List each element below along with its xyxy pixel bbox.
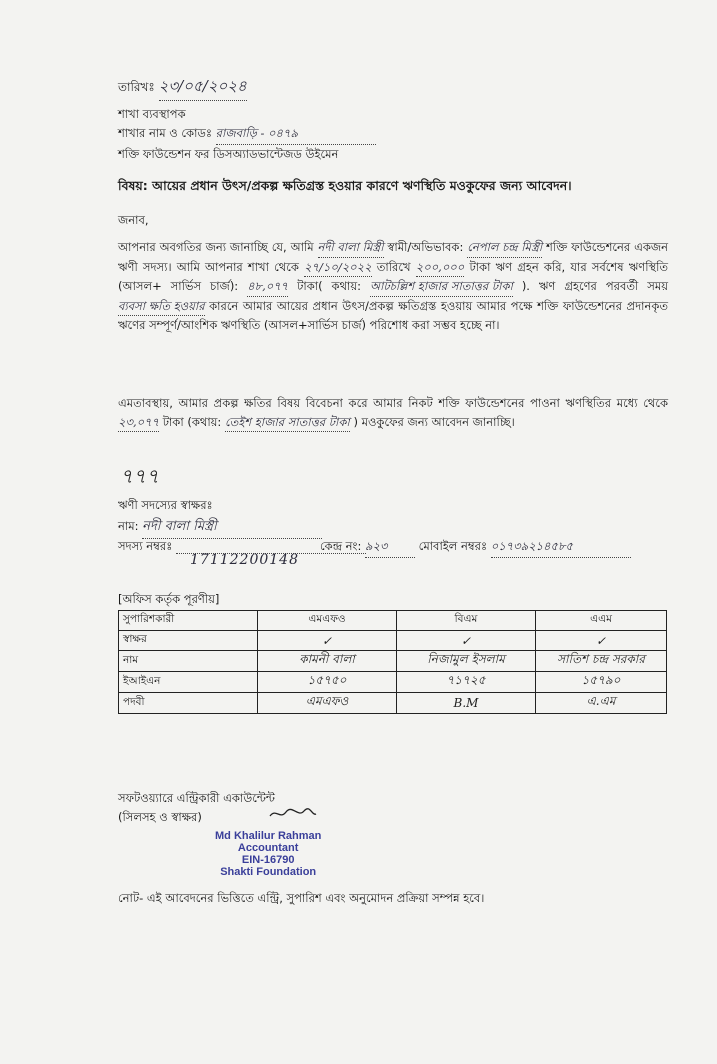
- branch-label: শাখার নাম ও কোডঃ: [118, 126, 213, 140]
- table-cell: ✓: [397, 631, 536, 651]
- body-paragraph-2: [118, 394, 668, 432]
- table-cell: এমএফও: [258, 693, 397, 714]
- member-signature-scribble: ৭৭৭: [120, 464, 160, 488]
- row-label: পদবী: [119, 693, 258, 714]
- stamp-name: Md Khalilur Rahman: [215, 830, 322, 842]
- table-cell: সাতিশ চন্দ্র সরকার: [536, 651, 667, 672]
- table-cell: ✓: [536, 631, 667, 651]
- subject-line: বিষয়: আয়ের প্রধান উৎস/প্রকল্প ক্ষতিগ্রস্ত হওয়ার কারণে ঋণস্থিতি মওকুফের জন্য আবেদন।: [118, 178, 572, 193]
- table-cell: ১৫৭৯০: [536, 672, 667, 693]
- mobile-value: ০১৭৩৯২১৪৫৮৫: [491, 538, 631, 558]
- date-line: [118, 75, 247, 101]
- loan-date-handwritten: ২৭/১০/২০২২: [304, 258, 372, 278]
- p2-text-c: ) মওকুফের জন্য আবেদন জানাচ্ছি।: [353, 414, 515, 429]
- table-cell: এ.এম: [536, 693, 667, 714]
- table-cell: ✓: [258, 631, 397, 651]
- waive-amount-handwritten: ২৩,০৭৭: [118, 413, 159, 433]
- table-cell: কামনী বালা: [258, 651, 397, 672]
- p1-text-b: স্বামী/অভিভাবক:: [387, 240, 464, 254]
- row-label: স্বাক্ষর: [119, 631, 258, 651]
- waive-words-handwritten: তেইশ হাজার সাতাত্তর টাকা: [225, 413, 350, 433]
- stamp-ein: EIN-16790: [241, 854, 295, 866]
- balance-handwritten: ৪৮,০৭৭: [247, 277, 288, 297]
- table-cell: B.M: [397, 693, 536, 714]
- table-row: [119, 631, 667, 651]
- table-row: [119, 651, 667, 672]
- table-cell: নিজামুল ইসলাম: [397, 651, 536, 672]
- table-header-row: [119, 611, 667, 631]
- entry-accountant-sub: (সিলসহ ও স্বাক্ষর): [118, 810, 202, 824]
- signature-label: ঋণী সদস্যের স্বাক্ষরঃ: [118, 498, 213, 512]
- member-name-handwritten: নদী বালা মিস্ত্রী: [318, 238, 384, 258]
- row-label: নাম: [119, 651, 258, 672]
- loan-amount-handwritten: ২০০,০০০: [416, 258, 465, 278]
- accountant-signature-icon: [268, 806, 318, 822]
- organization-name: শক্তি ফাউন্ডেশন ফর ডিসঅ্যাডভান্টেজড উইমেন: [118, 147, 339, 161]
- member-name-value: নদী বালা মিস্ত্রী: [142, 517, 322, 539]
- member-name-line: [118, 517, 322, 539]
- entry-accountant-title: সফটওয়্যারে এন্ট্রিকারী একাউন্টেন্ট: [118, 791, 275, 805]
- p1-text-f: টাকা( কথায়:: [297, 279, 362, 293]
- p1-text-e: টাকা ঋণ গ্রহন করি, যার সর্বশেষ ঋণস্থিতি (আসল+ সার্ভিস চার্জ):: [118, 259, 669, 293]
- member-no-label: সদস্য নম্বরঃ: [118, 539, 173, 553]
- office-heading: [অফিস কর্তৃক পূরণীয়]: [118, 592, 220, 606]
- branch-value: রাজবাড়ি - ০৪৭৯: [216, 125, 376, 145]
- cause-handwritten: ব্যবসা ক্ষতি হওয়ার: [118, 297, 205, 317]
- salutation: জনাব,: [118, 213, 149, 227]
- footer-note: নোট- এই আবেদনের ভিত্তিতে এন্ট্রি, সুপারিশ এবং অনুমোদন প্রক্রিয়া সম্পন্ন হবে।: [118, 891, 485, 905]
- addressee-title: শাখা ব্যবস্থাপক: [118, 107, 186, 121]
- p2-text-a: এমতাবস্থায়, আমার প্রকল্প ক্ষতির বিষয় বিবেচনা করে আমার নিকট শক্তি ফাউন্ডেশনের পাওনা ঋণস্থিতির মধ্যে থেকে: [118, 396, 668, 410]
- center-value: ৯২৩: [365, 538, 415, 558]
- center-mobile-line: [320, 538, 631, 558]
- p1-text-d: তারিখে: [376, 259, 411, 274]
- mobile-label: মোবাইল নম্বরঃ: [418, 539, 488, 553]
- body-paragraph-1: [118, 238, 668, 335]
- col-recommender: সুপারিশকারী: [119, 611, 258, 631]
- col-mfo: এমএফও: [258, 611, 397, 631]
- table-cell: ৭১৭২৫: [397, 672, 536, 693]
- p1-text-h: কারনে আমার আয়ের প্রধান উৎস/প্রকল্প ক্ষতিগ্রস্ত হওয়ায় আমার পক্ষে শক্তি ফাউন্ডেশনের প্রদানকৃত ঋণের সম্পূর্ণ/আংশিক ঋণস্থিতি (আসল+সার্ভিস চার্জ) পরিশোধ করা সম্ভব হচ্ছে না।: [118, 298, 669, 332]
- balance-words-handwritten: আটচল্লিশ হাজার সাতাত্তর টাকা: [370, 277, 513, 297]
- p1-text-a: আপনার অবগতির জন্য জানাচ্ছি যে, আমি: [118, 240, 314, 254]
- center-label: কেন্দ্র নং:: [320, 539, 362, 553]
- table-row: [119, 693, 667, 714]
- branch-line: [118, 125, 376, 145]
- member-number-value: 17112200148: [190, 552, 299, 568]
- p2-text-b: টাকা (কথায়:: [162, 414, 222, 429]
- table-cell: ১৫৭৫০: [258, 672, 397, 693]
- office-table: [118, 610, 667, 714]
- table-row: [119, 672, 667, 693]
- guardian-name-handwritten: নেপাল চন্দ্র মিস্ত্রী: [467, 238, 542, 258]
- date-label: তারিখঃ: [118, 80, 155, 94]
- row-label: ইআইএন: [119, 672, 258, 693]
- col-bm: বিএম: [397, 611, 536, 631]
- accountant-stamp: [215, 830, 321, 878]
- p1-text-g: ). ঋণ গ্রহণের পরবর্তী সময়: [521, 279, 668, 293]
- stamp-org: Shakti Foundation: [220, 866, 317, 878]
- date-value: ২৩/০৫/২০২৪: [159, 75, 247, 101]
- name-label: নাম:: [118, 519, 139, 533]
- col-am: এএম: [536, 611, 667, 631]
- stamp-role: Accountant: [237, 842, 299, 854]
- p1-text-c: শক্তি ফাউন্ডেশনের একজন ঋণী সদস্য। আমি আপনার শাখা থেকে: [118, 240, 669, 274]
